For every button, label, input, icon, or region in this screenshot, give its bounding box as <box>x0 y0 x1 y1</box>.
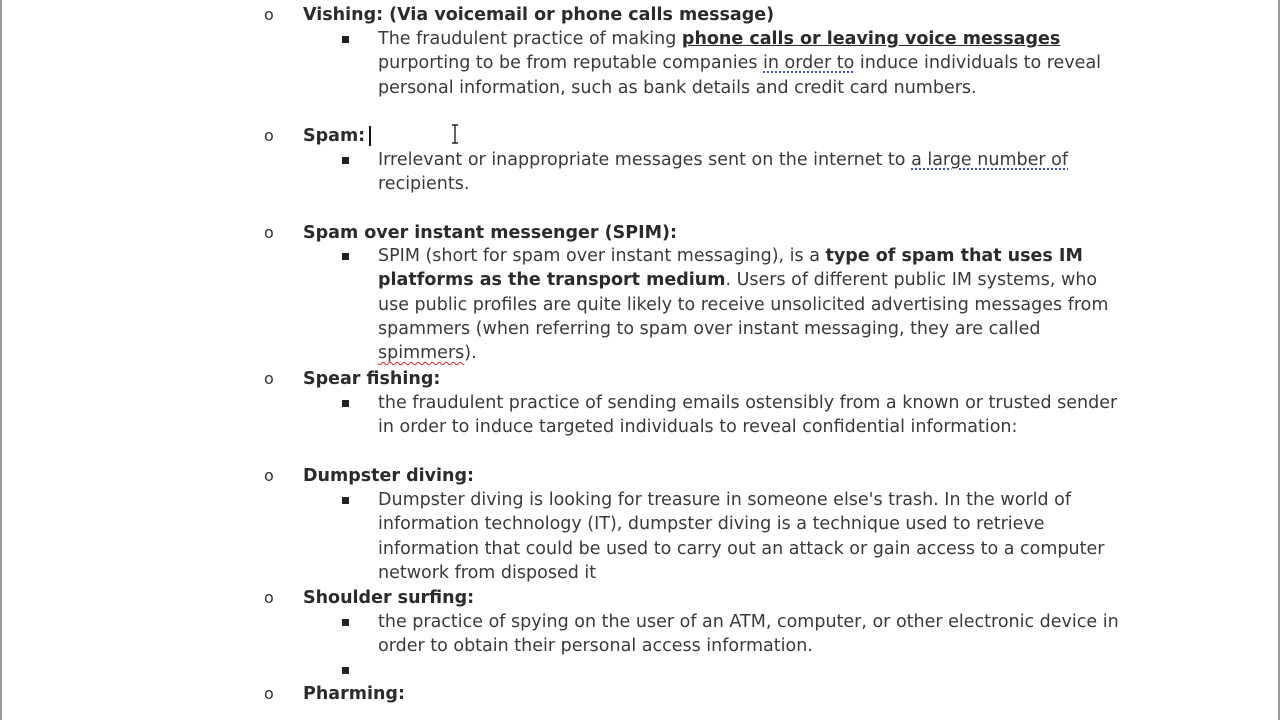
item-heading: Dumpster diving: <box>303 466 475 486</box>
bold-underlined-text: phone calls or leaving voice messages <box>681 29 1061 49</box>
square-bullet-icon <box>342 400 349 407</box>
square-bullet-icon <box>342 157 349 164</box>
hollow-bullet-icon: o <box>264 223 274 242</box>
item-heading: Shoulder surfing: <box>303 588 475 608</box>
item-description: the practice of spying on the user of an ATM, computer, or other electronic device in order to obtain their personal access information. <box>378 612 1119 657</box>
list-item-spear-fishing[interactable] <box>264 367 440 391</box>
item-heading: Spam: <box>303 124 371 148</box>
list-item-shoulder-surfing[interactable] <box>264 586 474 610</box>
item-heading: Vishing: (Via voicemail or phone calls message) <box>303 5 775 25</box>
hollow-bullet-icon: o <box>264 466 274 485</box>
list-item-spam[interactable] <box>264 124 371 148</box>
list-item-dumpster-diving[interactable] <box>264 464 474 488</box>
text-caret <box>369 126 371 146</box>
list-item-pharming[interactable] <box>264 682 405 706</box>
hollow-bullet-icon: o <box>264 5 274 24</box>
item-description: The fraudulent practice of making phone calls or leaving voice messages purporting to be from reputable companies in order to induce individuals to reveal personal information, such as bank details and credit card numbers. <box>378 29 1102 98</box>
item-description: SPIM (short for spam over instant messaging), is a type of spam that uses IM platforms as the transport medium. Users of different public IM systems, who use public profiles are quite likely to receive unsolicited advertising messages from spammers (when referring to spam over instant messaging, they are called spimmers). <box>378 246 1109 364</box>
item-heading: Pharming: <box>303 684 405 704</box>
square-bullet-icon <box>342 619 349 626</box>
item-description: Irrelevant or inappropriate messages sent on the internet to a large number of recipients. <box>378 150 1068 195</box>
item-description: the fraudulent practice of sending emails ostensibly from a known or trusted sender in order to induce targeted individuals to reveal confidential information: <box>378 393 1118 438</box>
bold-text: type of spam that uses IM platforms as the transport medium <box>378 246 1083 291</box>
grammar-suggestion: in order to <box>763 53 855 74</box>
square-bullet-icon <box>342 36 349 43</box>
grammar-suggestion: a large number of <box>911 150 1068 170</box>
list-item-vishing[interactable] <box>264 3 774 27</box>
hollow-bullet-icon: o <box>264 684 274 703</box>
item-heading: Spear fishing: <box>303 369 441 389</box>
square-bullet-icon <box>342 253 349 260</box>
list-item-spim[interactable] <box>264 221 677 245</box>
square-bullet-icon <box>342 497 349 504</box>
spelling-error: spimmers <box>378 343 465 364</box>
text-ibeam-icon <box>450 124 460 144</box>
item-heading: Spam over instant messenger (SPIM): <box>303 223 677 243</box>
hollow-bullet-icon: o <box>264 126 274 145</box>
square-bullet-icon <box>342 667 349 674</box>
hollow-bullet-icon: o <box>264 588 274 607</box>
hollow-bullet-icon: o <box>264 369 274 388</box>
item-description: Dumpster diving is looking for treasure in someone else's trash. In the world of information technology (IT), dumpster diving is a technique used to retrieve information that could be used to carry out an attack or gain access to a computer network from disposed it <box>378 490 1105 583</box>
